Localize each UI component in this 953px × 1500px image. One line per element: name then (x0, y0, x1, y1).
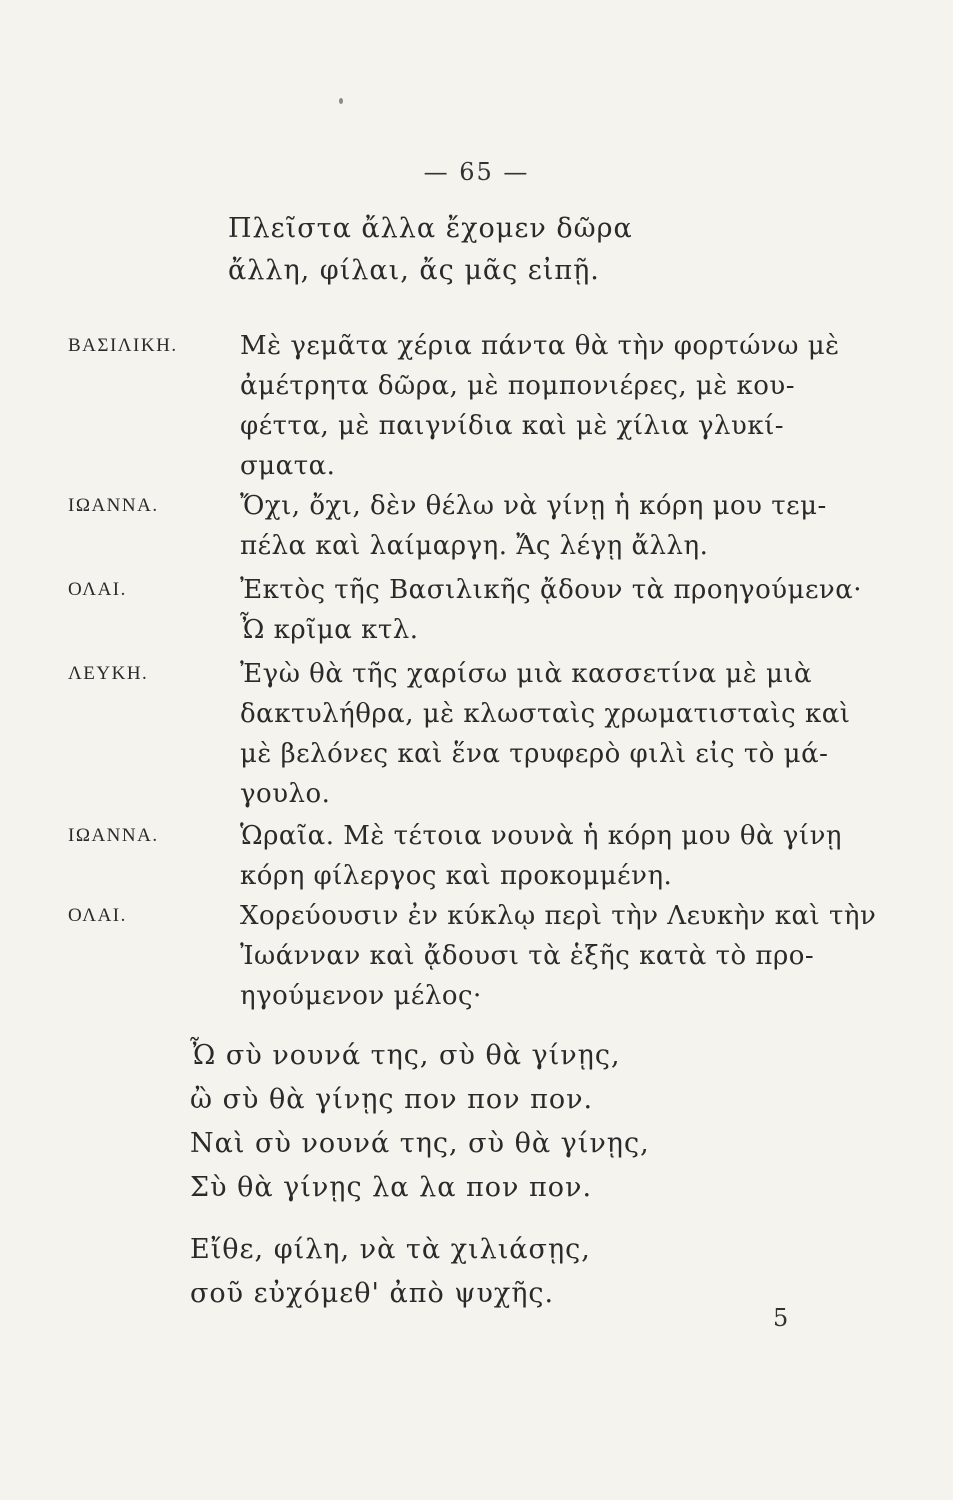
speech-line: δακτυλήθρα, μὲ κλωσταὶς χρωματισταὶς καὶ (240, 699, 851, 729)
song-verse (190, 1034, 650, 1210)
song-line: ὢ σὺ θὰ γίνῃς πον πον πον. (190, 1084, 594, 1115)
speaker-name: ΟΛΑΙ. (68, 579, 127, 600)
song-line: Σὺ θὰ γίνῃς λα λα πον πον. (190, 1172, 593, 1203)
speech-text (240, 816, 848, 896)
speech-line: ἀμέτρητα δῶρα, μὲ πομπονιέρες, μὲ κου- (240, 371, 796, 401)
speaker-name: ΙΩΑΝΝΑ. (68, 495, 159, 516)
speech-text (240, 486, 848, 566)
speech-line: ηγούμενον μέλος· (240, 981, 482, 1011)
song-line: Ναὶ σὺ νουνά της, σὺ θὰ γίνῃς, (190, 1128, 650, 1159)
speech-line: Χορεύουσιν ἐν κύκλῳ περὶ τὴν Λευκὴν καὶ τὴν (240, 901, 877, 931)
page-number: — 65 — (423, 158, 530, 186)
verse-line: ἄλλη, φίλαι, ἄς μᾶς εἰπῇ. (228, 255, 600, 286)
speech-line: γουλο. (240, 779, 331, 809)
speech-line: Ἐκτὸς τῆς Βασιλικῆς ᾄδουν τὰ προηγούμενα· (240, 575, 863, 605)
ink-speck (339, 98, 343, 104)
closing-verse (190, 1228, 591, 1316)
verse-line: Εἴθε, φίλη, νὰ τὰ χιλιάσῃς, (190, 1234, 591, 1265)
verse-line: Πλεῖστα ἄλλα ἔχομεν δῶρα (228, 213, 633, 244)
speech-line: Ἐγὼ θὰ τῆς χαρίσω μιὰ κασσετίνα μὲ μιὰ (240, 659, 813, 689)
speech-line: Ὡραῖα. Μὲ τέτοια νουνὰ ἡ κόρη μου θὰ γίνῃ (240, 821, 842, 851)
speech-line: Ὄχι, ὄχι, δὲν θέλω νὰ γίνῃ ἡ κόρη μου τεμ- (240, 491, 827, 521)
speech-line: σματα. (240, 451, 336, 481)
speech-line: μὲ βελόνες καὶ ἕνα τρυφερὸ φιλὶ εἰς τὸ μά- (240, 739, 829, 769)
speech-line: Ὦ κρῖμα κτλ. (240, 615, 419, 645)
speech-text (240, 654, 851, 814)
verse-line: σοῦ εὐχόμεθ' ἀπὸ ψυχῆς. (190, 1278, 555, 1309)
speaker-name: ΒΑΣΙΛΙΚΗ. (68, 335, 178, 356)
song-line: Ὦ σὺ νουνά της, σὺ θὰ γίνῃς, (190, 1040, 621, 1071)
speech-text (240, 326, 848, 486)
speech-text (240, 896, 877, 1016)
speech-line: κόρη φίλεργος καὶ προκομμένη. (240, 861, 673, 891)
speaker-name: ΛΕΥΚΗ. (68, 663, 149, 684)
speech-line: πέλα καὶ λαίμαργη. Ἄς λέγῃ ἄλλη. (240, 531, 709, 561)
speech-line: Ἰωάνναν καὶ ᾄδουσι τὰ ἑξῆς κατὰ τὸ προ- (240, 941, 815, 971)
speech-text (240, 570, 863, 650)
speaker-name: ΙΩΑΝΝΑ. (68, 825, 159, 846)
speech-line: φέττα, μὲ παιγνίδια καὶ μὲ χίλια γλυκί- (240, 411, 785, 441)
speaker-name: ΟΛΑΙ. (68, 905, 127, 926)
opening-verse (228, 208, 633, 292)
speech-line: Μὲ γεμᾶτα χέρια πάντα θὰ τὴν φορτώνω μὲ (240, 331, 840, 361)
signature-mark: 5 (773, 1304, 789, 1332)
